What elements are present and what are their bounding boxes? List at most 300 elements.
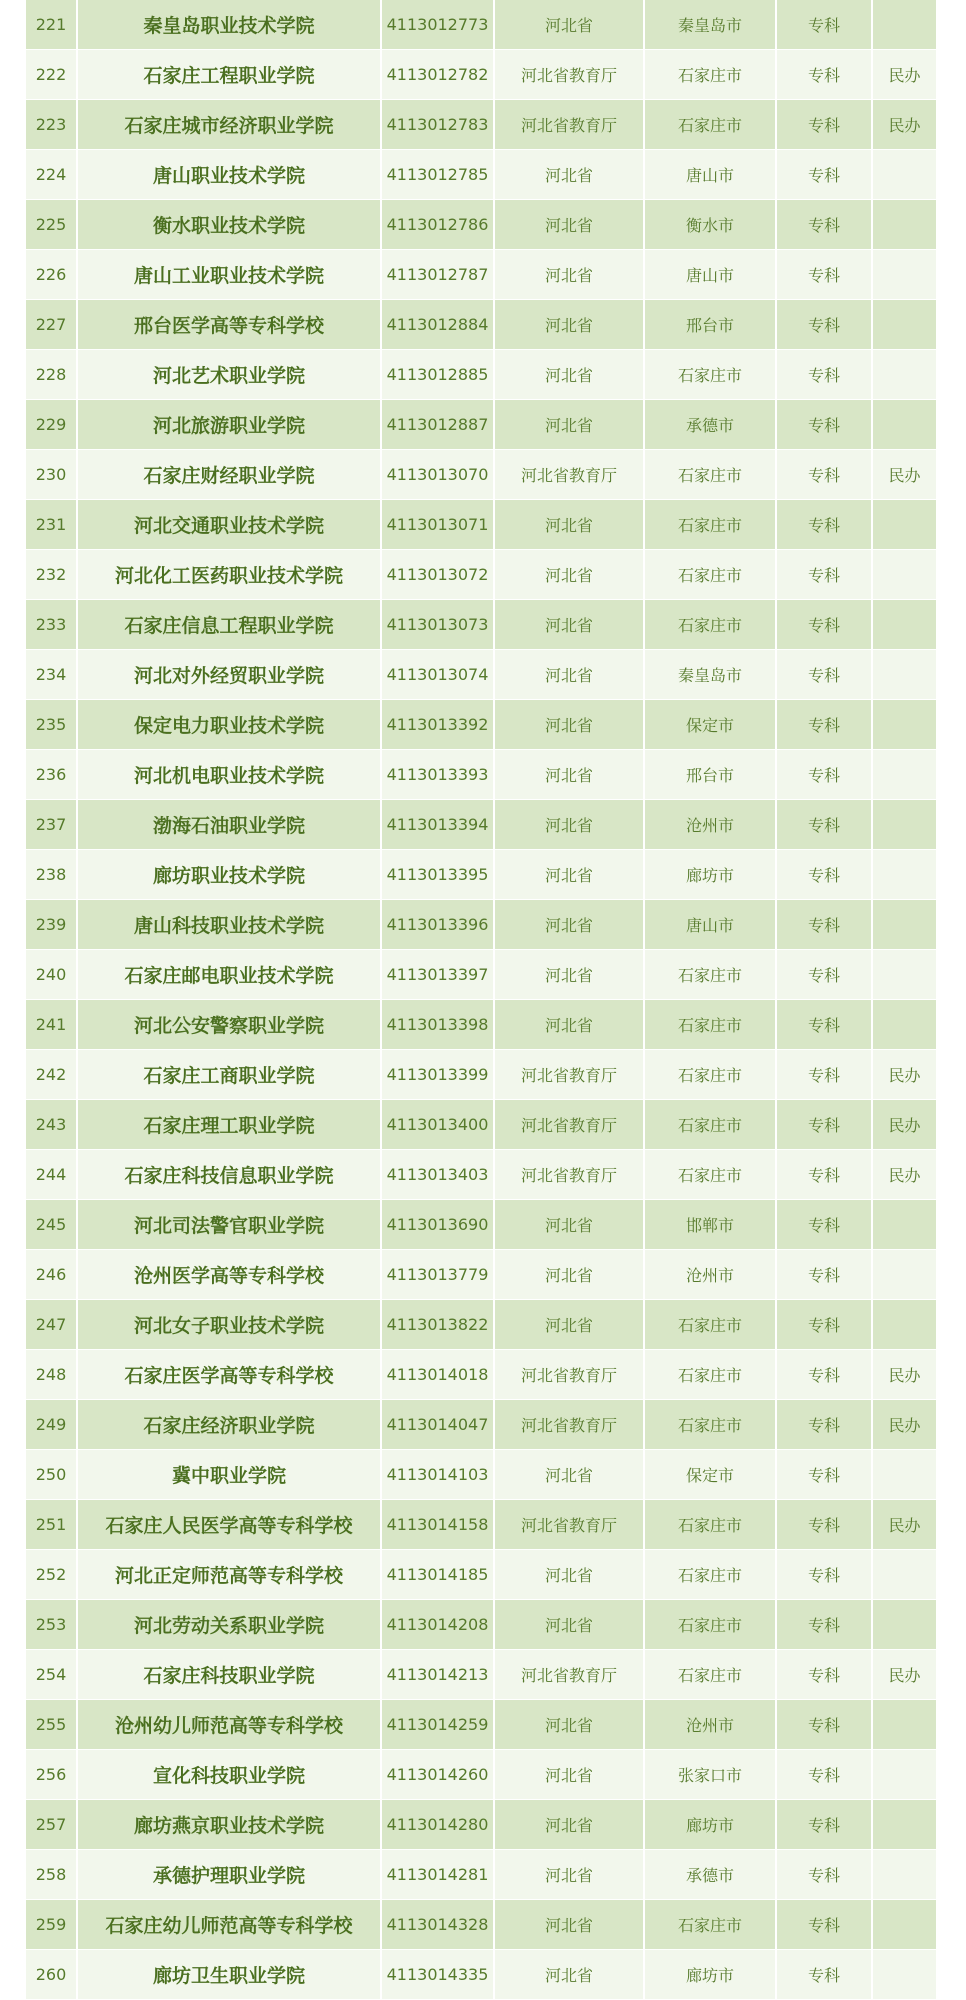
competent-department-cell: 河北省	[494, 399, 644, 449]
remark-cell	[872, 1899, 936, 1949]
education-level-cell: 专科	[776, 1849, 872, 1899]
row-number-cell: 239	[26, 899, 77, 949]
school-code-cell: 4113014103	[381, 1449, 494, 1499]
school-name-cell: 唐山工业职业技术学院	[77, 249, 381, 299]
remark-cell	[872, 199, 936, 249]
city-cell: 邢台市	[644, 299, 776, 349]
competent-department-cell: 河北省	[494, 1549, 644, 1599]
school-code-cell: 4113012887	[381, 399, 494, 449]
table-row	[26, 1349, 936, 1399]
school-name-cell: 衡水职业技术学院	[77, 199, 381, 249]
competent-department-cell: 河北省	[494, 799, 644, 849]
table-row	[26, 949, 936, 999]
school-name-cell: 石家庄信息工程职业学院	[77, 599, 381, 649]
school-code-cell: 4113013399	[381, 1049, 494, 1099]
row-number-cell: 227	[26, 299, 77, 349]
education-level-cell: 专科	[776, 1799, 872, 1849]
competent-department-cell: 河北省	[494, 849, 644, 899]
remark-cell	[872, 1849, 936, 1899]
row-number-cell: 236	[26, 749, 77, 799]
competent-department-cell: 河北省教育厅	[494, 1149, 644, 1199]
school-code-cell: 4113012785	[381, 149, 494, 199]
competent-department-cell: 河北省	[494, 149, 644, 199]
education-level-cell: 专科	[776, 1699, 872, 1749]
remark-cell	[872, 1749, 936, 1799]
education-level-cell: 专科	[776, 949, 872, 999]
row-number-cell: 230	[26, 449, 77, 499]
table-row	[26, 899, 936, 949]
remark-cell	[872, 649, 936, 699]
competent-department-cell: 河北省	[494, 1899, 644, 1949]
school-code-cell: 4113013400	[381, 1099, 494, 1149]
school-name-cell: 石家庄医学高等专科学校	[77, 1349, 381, 1399]
school-code-cell: 4113013071	[381, 499, 494, 549]
city-cell: 石家庄市	[644, 1349, 776, 1399]
education-level-cell: 专科	[776, 1749, 872, 1799]
table-row	[26, 199, 936, 249]
remark-cell	[872, 299, 936, 349]
table-row	[26, 299, 936, 349]
row-number-cell: 252	[26, 1549, 77, 1599]
school-name-cell: 保定电力职业技术学院	[77, 699, 381, 749]
remark-cell	[872, 899, 936, 949]
row-number-cell: 253	[26, 1599, 77, 1649]
row-number-cell: 243	[26, 1099, 77, 1149]
city-cell: 秦皇岛市	[644, 0, 776, 49]
school-name-cell: 石家庄理工职业学院	[77, 1099, 381, 1149]
row-number-cell: 242	[26, 1049, 77, 1099]
education-level-cell: 专科	[776, 549, 872, 599]
city-cell: 廊坊市	[644, 1799, 776, 1849]
school-code-cell: 4113013690	[381, 1199, 494, 1249]
city-cell: 石家庄市	[644, 1649, 776, 1699]
remark-cell	[872, 1799, 936, 1849]
school-code-cell: 4113014185	[381, 1549, 494, 1599]
school-code-cell: 4113013072	[381, 549, 494, 599]
education-level-cell: 专科	[776, 99, 872, 149]
table-row	[26, 1099, 936, 1149]
remark-cell	[872, 1599, 936, 1649]
competent-department-cell: 河北省	[494, 1749, 644, 1799]
school-name-cell: 沧州医学高等专科学校	[77, 1249, 381, 1299]
table-row	[26, 49, 936, 99]
remark-cell	[872, 499, 936, 549]
city-cell: 石家庄市	[644, 349, 776, 399]
school-name-cell: 唐山科技职业技术学院	[77, 899, 381, 949]
school-name-cell: 河北女子职业技术学院	[77, 1299, 381, 1349]
school-name-cell: 冀中职业学院	[77, 1449, 381, 1499]
table-row	[26, 1549, 936, 1599]
table-row	[26, 0, 936, 49]
row-number-cell: 222	[26, 49, 77, 99]
education-level-cell: 专科	[776, 349, 872, 399]
school-code-cell: 4113013070	[381, 449, 494, 499]
remark-cell	[872, 1549, 936, 1599]
education-level-cell: 专科	[776, 499, 872, 549]
city-cell: 廊坊市	[644, 1949, 776, 1999]
city-cell: 保定市	[644, 1449, 776, 1499]
city-cell: 石家庄市	[644, 1599, 776, 1649]
competent-department-cell: 河北省	[494, 949, 644, 999]
school-name-cell: 宣化科技职业学院	[77, 1749, 381, 1799]
table-row	[26, 1949, 936, 1999]
school-code-cell: 4113014280	[381, 1799, 494, 1849]
row-number-cell: 259	[26, 1899, 77, 1949]
competent-department-cell: 河北省	[494, 1599, 644, 1649]
row-number-cell: 224	[26, 149, 77, 199]
remark-cell	[872, 1449, 936, 1499]
table-row	[26, 799, 936, 849]
row-number-cell: 256	[26, 1749, 77, 1799]
education-level-cell: 专科	[776, 1099, 872, 1149]
education-level-cell: 专科	[776, 749, 872, 799]
competent-department-cell: 河北省	[494, 1849, 644, 1899]
table-row	[26, 1749, 936, 1799]
city-cell: 承德市	[644, 399, 776, 449]
city-cell: 石家庄市	[644, 599, 776, 649]
school-name-cell: 沧州幼儿师范高等专科学校	[77, 1699, 381, 1749]
competent-department-cell: 河北省	[494, 1699, 644, 1749]
city-cell: 唐山市	[644, 149, 776, 199]
competent-department-cell: 河北省	[494, 899, 644, 949]
city-cell: 石家庄市	[644, 1399, 776, 1449]
school-name-cell: 石家庄科技信息职业学院	[77, 1149, 381, 1199]
education-level-cell: 专科	[776, 1249, 872, 1299]
table-row	[26, 449, 936, 499]
city-cell: 唐山市	[644, 899, 776, 949]
row-number-cell: 231	[26, 499, 77, 549]
city-cell: 张家口市	[644, 1749, 776, 1799]
table-row	[26, 1649, 936, 1699]
city-cell: 沧州市	[644, 1249, 776, 1299]
education-level-cell: 专科	[776, 0, 872, 49]
education-level-cell: 专科	[776, 299, 872, 349]
school-code-cell: 4113013403	[381, 1149, 494, 1199]
row-number-cell: 235	[26, 699, 77, 749]
education-level-cell: 专科	[776, 1049, 872, 1099]
table-row	[26, 1599, 936, 1649]
competent-department-cell: 河北省教育厅	[494, 1099, 644, 1149]
education-level-cell: 专科	[776, 1449, 872, 1499]
school-name-cell: 廊坊燕京职业技术学院	[77, 1799, 381, 1849]
education-level-cell: 专科	[776, 1399, 872, 1449]
city-cell: 石家庄市	[644, 1049, 776, 1099]
education-level-cell: 专科	[776, 1949, 872, 1999]
competent-department-cell: 河北省	[494, 249, 644, 299]
table-row	[26, 499, 936, 549]
education-level-cell: 专科	[776, 1549, 872, 1599]
table-row	[26, 549, 936, 599]
table-row	[26, 399, 936, 449]
education-level-cell: 专科	[776, 1199, 872, 1249]
school-name-cell: 河北旅游职业学院	[77, 399, 381, 449]
competent-department-cell: 河北省	[494, 599, 644, 649]
school-name-cell: 石家庄幼儿师范高等专科学校	[77, 1899, 381, 1949]
row-number-cell: 254	[26, 1649, 77, 1699]
city-cell: 沧州市	[644, 799, 776, 849]
city-cell: 石家庄市	[644, 1899, 776, 1949]
row-number-cell: 244	[26, 1149, 77, 1199]
school-code-cell: 4113014047	[381, 1399, 494, 1449]
row-number-cell: 248	[26, 1349, 77, 1399]
school-name-cell: 石家庄工商职业学院	[77, 1049, 381, 1099]
school-name-cell: 石家庄科技职业学院	[77, 1649, 381, 1699]
school-code-cell: 4113014259	[381, 1699, 494, 1749]
table-row	[26, 849, 936, 899]
school-code-cell: 4113013822	[381, 1299, 494, 1349]
remark-cell: 民办	[872, 1099, 936, 1149]
city-cell: 廊坊市	[644, 849, 776, 899]
school-name-cell: 河北机电职业技术学院	[77, 749, 381, 799]
school-name-cell: 河北正定师范高等专科学校	[77, 1549, 381, 1599]
remark-cell	[872, 1699, 936, 1749]
table-row	[26, 749, 936, 799]
remark-cell	[872, 1299, 936, 1349]
school-code-cell: 4113012783	[381, 99, 494, 149]
remark-cell: 民办	[872, 1649, 936, 1699]
colleges-table-container	[26, 0, 936, 2000]
table-row	[26, 149, 936, 199]
competent-department-cell: 河北省	[494, 749, 644, 799]
school-code-cell: 4113014281	[381, 1849, 494, 1899]
city-cell: 石家庄市	[644, 1299, 776, 1349]
remark-cell	[872, 1949, 936, 1999]
competent-department-cell: 河北省	[494, 549, 644, 599]
competent-department-cell: 河北省	[494, 1249, 644, 1299]
school-code-cell: 4113013779	[381, 1249, 494, 1299]
remark-cell	[872, 1249, 936, 1299]
competent-department-cell: 河北省	[494, 1449, 644, 1499]
remark-cell	[872, 1199, 936, 1249]
city-cell: 石家庄市	[644, 99, 776, 149]
school-code-cell: 4113013073	[381, 599, 494, 649]
education-level-cell: 专科	[776, 399, 872, 449]
school-name-cell: 秦皇岛职业技术学院	[77, 0, 381, 49]
city-cell: 石家庄市	[644, 549, 776, 599]
competent-department-cell: 河北省	[494, 199, 644, 249]
education-level-cell: 专科	[776, 1299, 872, 1349]
competent-department-cell: 河北省	[494, 349, 644, 399]
table-row	[26, 349, 936, 399]
row-number-cell: 245	[26, 1199, 77, 1249]
education-level-cell: 专科	[776, 1149, 872, 1199]
remark-cell: 民办	[872, 1499, 936, 1549]
competent-department-cell: 河北省	[494, 1199, 644, 1249]
competent-department-cell: 河北省	[494, 299, 644, 349]
school-name-cell: 石家庄经济职业学院	[77, 1399, 381, 1449]
education-level-cell: 专科	[776, 249, 872, 299]
school-name-cell: 石家庄城市经济职业学院	[77, 99, 381, 149]
row-number-cell: 260	[26, 1949, 77, 1999]
row-number-cell: 237	[26, 799, 77, 849]
competent-department-cell: 河北省教育厅	[494, 1499, 644, 1549]
school-code-cell: 4113014158	[381, 1499, 494, 1549]
competent-department-cell: 河北省	[494, 999, 644, 1049]
table-row	[26, 1899, 936, 1949]
city-cell: 石家庄市	[644, 499, 776, 549]
education-level-cell: 专科	[776, 1649, 872, 1699]
school-name-cell: 石家庄邮电职业技术学院	[77, 949, 381, 999]
competent-department-cell: 河北省教育厅	[494, 1399, 644, 1449]
table-row	[26, 1449, 936, 1499]
table-row	[26, 599, 936, 649]
school-name-cell: 河北艺术职业学院	[77, 349, 381, 399]
education-level-cell: 专科	[776, 699, 872, 749]
education-level-cell: 专科	[776, 999, 872, 1049]
education-level-cell: 专科	[776, 1349, 872, 1399]
row-number-cell: 229	[26, 399, 77, 449]
school-name-cell: 河北司法警官职业学院	[77, 1199, 381, 1249]
remark-cell	[872, 0, 936, 49]
school-code-cell: 4113013395	[381, 849, 494, 899]
school-code-cell: 4113013398	[381, 999, 494, 1049]
row-number-cell: 251	[26, 1499, 77, 1549]
school-code-cell: 4113014328	[381, 1899, 494, 1949]
school-name-cell: 廊坊卫生职业学院	[77, 1949, 381, 1999]
school-code-cell: 4113012884	[381, 299, 494, 349]
row-number-cell: 257	[26, 1799, 77, 1849]
education-level-cell: 专科	[776, 649, 872, 699]
school-name-cell: 石家庄财经职业学院	[77, 449, 381, 499]
city-cell: 承德市	[644, 1849, 776, 1899]
remark-cell	[872, 399, 936, 449]
table-row	[26, 649, 936, 699]
remark-cell: 民办	[872, 1349, 936, 1399]
school-code-cell: 4113012782	[381, 49, 494, 99]
row-number-cell: 225	[26, 199, 77, 249]
school-code-cell: 4113012885	[381, 349, 494, 399]
school-name-cell: 石家庄人民医学高等专科学校	[77, 1499, 381, 1549]
school-code-cell: 4113014335	[381, 1949, 494, 1999]
row-number-cell: 234	[26, 649, 77, 699]
school-code-cell: 4113013392	[381, 699, 494, 749]
table-row	[26, 1299, 936, 1349]
city-cell: 秦皇岛市	[644, 649, 776, 699]
competent-department-cell: 河北省教育厅	[494, 1649, 644, 1699]
city-cell: 唐山市	[644, 249, 776, 299]
row-number-cell: 246	[26, 1249, 77, 1299]
education-level-cell: 专科	[776, 1899, 872, 1949]
remark-cell: 民办	[872, 99, 936, 149]
row-number-cell: 221	[26, 0, 77, 49]
education-level-cell: 专科	[776, 1499, 872, 1549]
school-name-cell: 渤海石油职业学院	[77, 799, 381, 849]
education-level-cell: 专科	[776, 1599, 872, 1649]
row-number-cell: 233	[26, 599, 77, 649]
competent-department-cell: 河北省	[494, 1949, 644, 1999]
colleges-table	[26, 0, 936, 2000]
school-name-cell: 石家庄工程职业学院	[77, 49, 381, 99]
education-level-cell: 专科	[776, 149, 872, 199]
row-number-cell: 226	[26, 249, 77, 299]
competent-department-cell: 河北省	[494, 699, 644, 749]
row-number-cell: 240	[26, 949, 77, 999]
education-level-cell: 专科	[776, 849, 872, 899]
remark-cell: 民办	[872, 49, 936, 99]
school-name-cell: 唐山职业技术学院	[77, 149, 381, 199]
city-cell: 邯郸市	[644, 1199, 776, 1249]
table-row	[26, 999, 936, 1049]
competent-department-cell: 河北省	[494, 1799, 644, 1849]
city-cell: 石家庄市	[644, 449, 776, 499]
remark-cell: 民办	[872, 1399, 936, 1449]
remark-cell: 民办	[872, 1049, 936, 1099]
table-row	[26, 1499, 936, 1549]
table-row	[26, 1699, 936, 1749]
competent-department-cell: 河北省教育厅	[494, 1349, 644, 1399]
school-name-cell: 河北交通职业技术学院	[77, 499, 381, 549]
education-level-cell: 专科	[776, 599, 872, 649]
remark-cell: 民办	[872, 449, 936, 499]
school-code-cell: 4113013394	[381, 799, 494, 849]
city-cell: 石家庄市	[644, 49, 776, 99]
school-code-cell: 4113014260	[381, 1749, 494, 1799]
remark-cell: 民办	[872, 1149, 936, 1199]
school-code-cell: 4113014208	[381, 1599, 494, 1649]
school-name-cell: 廊坊职业技术学院	[77, 849, 381, 899]
city-cell: 石家庄市	[644, 949, 776, 999]
competent-department-cell: 河北省	[494, 499, 644, 549]
row-number-cell: 241	[26, 999, 77, 1049]
remark-cell	[872, 599, 936, 649]
school-name-cell: 承德护理职业学院	[77, 1849, 381, 1899]
table-row	[26, 1149, 936, 1199]
city-cell: 沧州市	[644, 1699, 776, 1749]
competent-department-cell: 河北省教育厅	[494, 99, 644, 149]
row-number-cell: 232	[26, 549, 77, 599]
table-row	[26, 1249, 936, 1299]
row-number-cell: 247	[26, 1299, 77, 1349]
school-code-cell: 4113014018	[381, 1349, 494, 1399]
remark-cell	[872, 549, 936, 599]
row-number-cell: 238	[26, 849, 77, 899]
school-name-cell: 河北劳动关系职业学院	[77, 1599, 381, 1649]
school-name-cell: 河北公安警察职业学院	[77, 999, 381, 1049]
competent-department-cell: 河北省	[494, 0, 644, 49]
remark-cell	[872, 799, 936, 849]
school-name-cell: 河北化工医药职业技术学院	[77, 549, 381, 599]
school-code-cell: 4113013074	[381, 649, 494, 699]
city-cell: 石家庄市	[644, 1149, 776, 1199]
remark-cell	[872, 149, 936, 199]
school-name-cell: 河北对外经贸职业学院	[77, 649, 381, 699]
table-row	[26, 1199, 936, 1249]
education-level-cell: 专科	[776, 899, 872, 949]
table-body	[26, 0, 936, 1999]
table-row	[26, 249, 936, 299]
city-cell: 石家庄市	[644, 999, 776, 1049]
remark-cell	[872, 699, 936, 749]
table-row	[26, 1799, 936, 1849]
row-number-cell: 228	[26, 349, 77, 399]
table-row	[26, 99, 936, 149]
city-cell: 保定市	[644, 699, 776, 749]
remark-cell	[872, 999, 936, 1049]
school-name-cell: 邢台医学高等专科学校	[77, 299, 381, 349]
school-code-cell: 4113013393	[381, 749, 494, 799]
competent-department-cell: 河北省教育厅	[494, 49, 644, 99]
school-code-cell: 4113012787	[381, 249, 494, 299]
remark-cell	[872, 749, 936, 799]
city-cell: 邢台市	[644, 749, 776, 799]
remark-cell	[872, 949, 936, 999]
education-level-cell: 专科	[776, 199, 872, 249]
city-cell: 石家庄市	[644, 1499, 776, 1549]
table-row	[26, 1049, 936, 1099]
school-code-cell: 4113014213	[381, 1649, 494, 1699]
education-level-cell: 专科	[776, 799, 872, 849]
education-level-cell: 专科	[776, 49, 872, 99]
